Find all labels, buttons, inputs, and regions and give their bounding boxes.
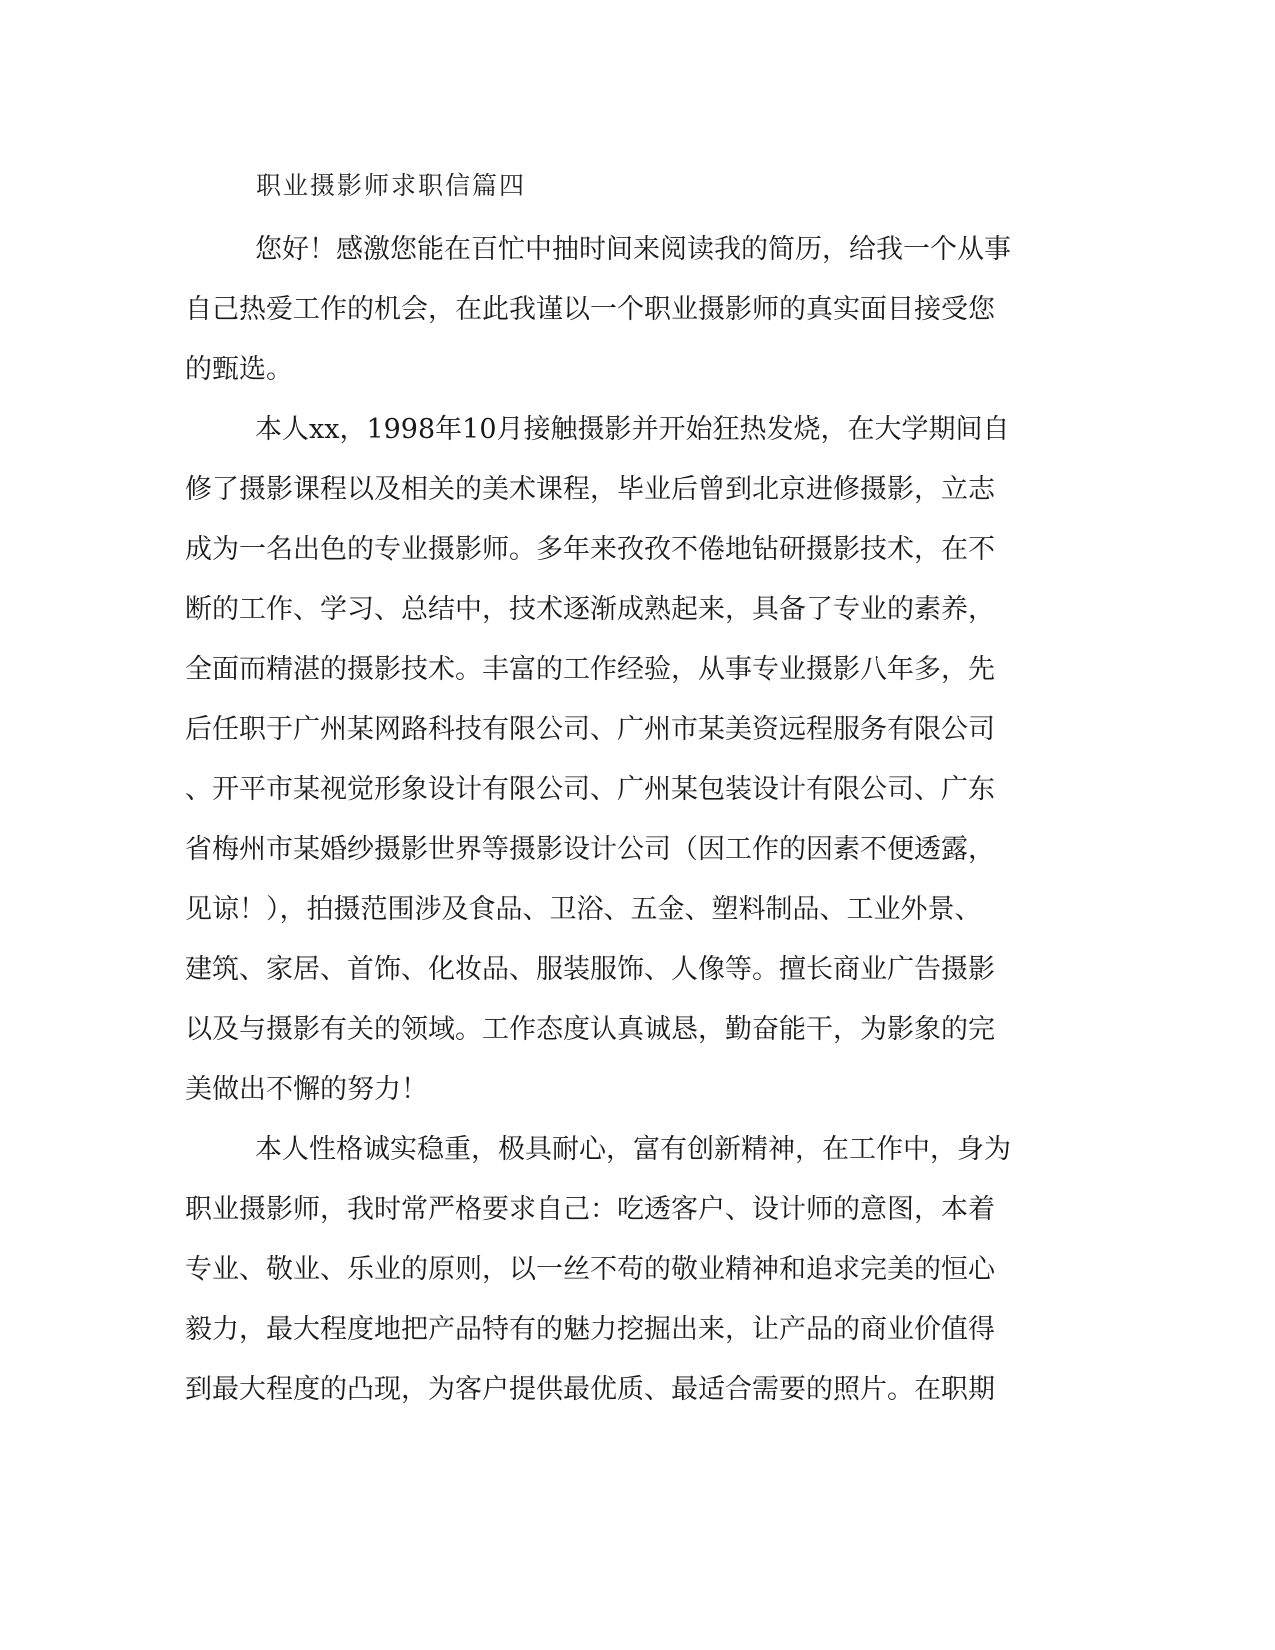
paragraph-line: 省梅州市某婚纱摄影世界等摄影设计公司（因工作的因素不便透露， xyxy=(185,834,995,865)
paragraph-line: 见谅！），拍摄范围涉及食品、卫浴、五金、塑料制品、工业外景、 xyxy=(185,894,982,925)
document-title: 职业摄影师求职信篇四 xyxy=(256,171,527,200)
paragraph-greeting xyxy=(185,220,1085,400)
document-body xyxy=(185,220,1085,1420)
paragraph-line: 本人xx，1998年10月接触摄影并开始狂热发烧，在大学期间自 xyxy=(255,414,1010,445)
paragraph-line: 以及与摄影有关的领域。工作态度认真诚恳，勤奋能干，为影象的完 xyxy=(185,1014,995,1045)
paragraph-line: 建筑、家居、首饰、化妆品、服装服饰、人像等。擅长商业广告摄影 xyxy=(185,954,995,985)
paragraph-line: 后任职于广州某网路科技有限公司、广州市某美资远程服务有限公司 xyxy=(185,714,995,745)
paragraph-line: 成为一名出色的专业摄影师。多年来孜孜不倦地钻研摄影技术，在不 xyxy=(185,534,995,565)
paragraph-line: 您好！感激您能在百忙中抽时间来阅读我的简历，给我一个从事 xyxy=(255,234,1011,265)
paragraph-line: 修了摄影课程以及相关的美术课程，毕业后曾到北京进修摄影，立志 xyxy=(185,474,995,505)
paragraph-line: 职业摄影师，我时常严格要求自己：吃透客户、设计师的意图，本着 xyxy=(185,1194,995,1225)
paragraph-line: 本人性格诚实稳重，极具耐心，富有创新精神，在工作中，身为 xyxy=(255,1134,1011,1165)
paragraph-line: 、开平市某视觉形象设计有限公司、广州某包装设计有限公司、广东 xyxy=(185,774,995,805)
paragraph-line: 全面而精湛的摄影技术。丰富的工作经验，从事专业摄影八年多，先 xyxy=(185,654,995,685)
paragraph-personality xyxy=(185,1120,1085,1420)
paragraph-line: 美做出不懈的努力！ xyxy=(185,1074,428,1105)
paragraph-line: 毅力，最大程度地把产品特有的魅力挖掘出来，让产品的商业价值得 xyxy=(185,1314,995,1345)
paragraph-line: 专业、敬业、乐业的原则，以一丝不苟的敬业精神和追求完美的恒心 xyxy=(185,1254,995,1285)
paragraph-line: 断的工作、学习、总结中，技术逐渐成熟起来，具备了专业的素养， xyxy=(185,594,995,625)
paragraph-line: 到最大程度的凸现，为客户提供最优质、最适合需要的照片。在职期 xyxy=(185,1374,995,1405)
paragraph-experience xyxy=(185,400,1085,1120)
paragraph-line: 自己热爱工作的机会，在此我谨以一个职业摄影师的真实面目接受您 xyxy=(185,294,995,325)
paragraph-line: 的甄选。 xyxy=(185,354,293,385)
